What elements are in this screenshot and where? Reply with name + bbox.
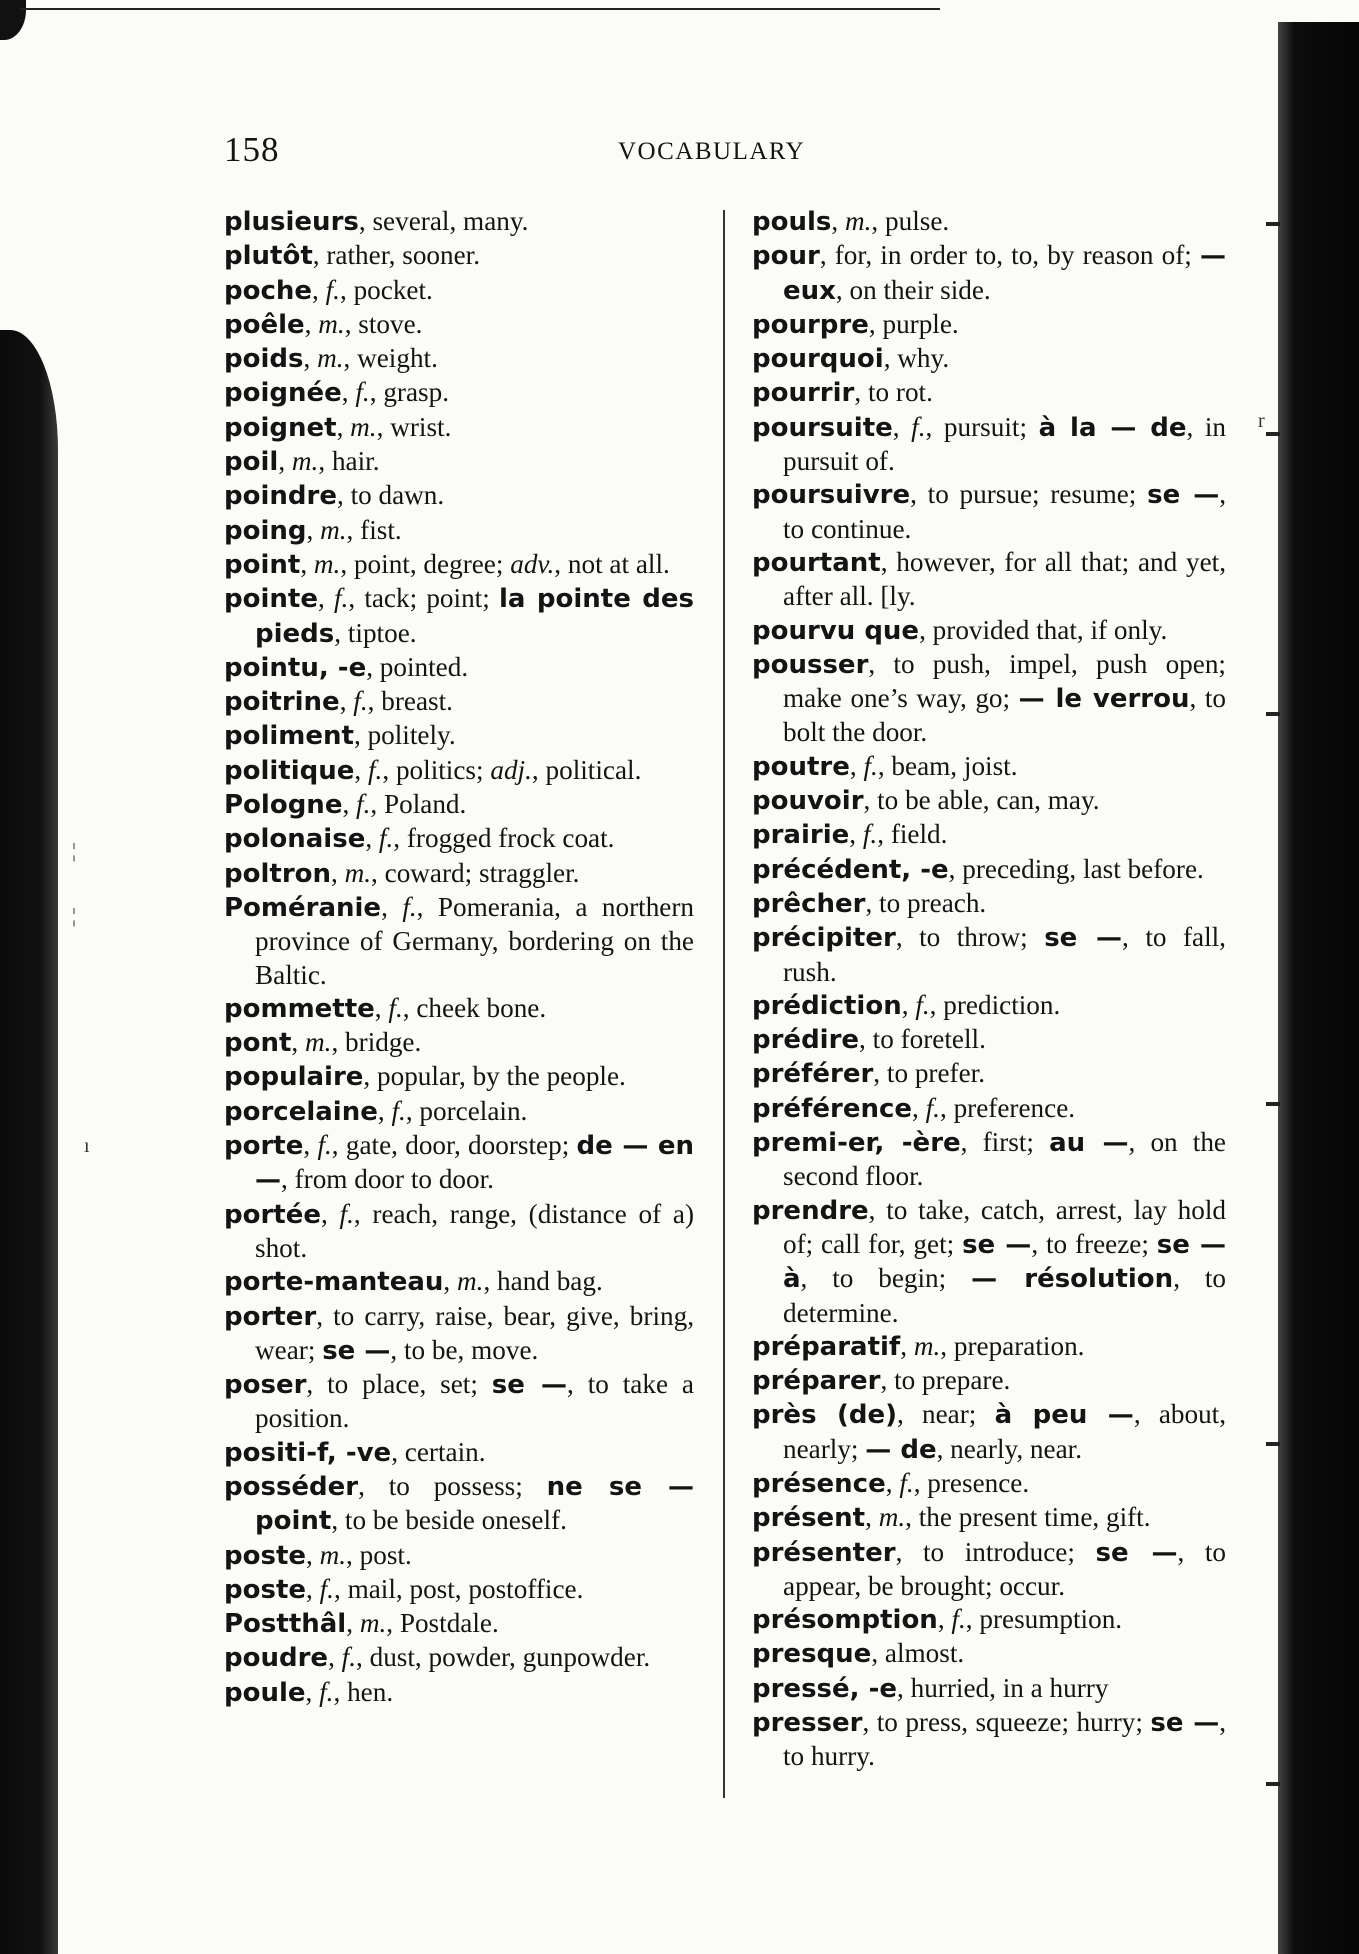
scan-shadow-right (1278, 22, 1359, 1954)
entry-headword: porcelaine (224, 1096, 378, 1127)
entry-headword: pour (752, 241, 820, 272)
entry-gender: f. (911, 411, 926, 442)
entry-headword: presque (752, 1639, 872, 1670)
entry-definition: , to foretell. (859, 1024, 986, 1055)
entry-headword: précipiter (752, 923, 896, 954)
entry-definition: , the present time, gift. (905, 1502, 1151, 1533)
entry-headword: pourrir (752, 378, 855, 409)
vocabulary-entry: poste, f., mail, post, postoffice. (224, 1573, 584, 1605)
vocabulary-entry: porcelaine, f., porcelain. (224, 1095, 528, 1127)
entry-definition: , to preach. (865, 887, 987, 918)
vocabulary-entry (224, 1436, 694, 1470)
vocabulary-entry: polonaise, f., frogged frock coat. (224, 823, 615, 855)
entry-definition: , to prefer. (873, 1058, 986, 1089)
vocabulary-entry (224, 1060, 694, 1094)
vocabulary-entry (752, 1398, 1226, 1467)
entry-definition: , to be able, can, may. (863, 785, 1100, 816)
entry-headword: poêle (224, 309, 305, 340)
vocabulary-entry: poil, m., hair. (224, 446, 380, 478)
entry-headword: préparer (752, 1366, 881, 1397)
entry-definition: , to press, squeeze; hurry; (862, 1707, 1143, 1738)
entry-definition: , why. (883, 343, 950, 374)
vocabulary-entry (224, 1368, 694, 1436)
entry-gender: m. (305, 1027, 332, 1058)
entry-headword: poule (224, 1677, 306, 1708)
entry-definition: , pocket. (339, 274, 433, 305)
entry-headword: pouls (752, 207, 832, 237)
vocabulary-entry: pont, m., bridge. (224, 1027, 422, 1059)
vocabulary-entry: Postthâl, m., Postdale. (224, 1608, 499, 1640)
vocabulary-entry: présence, f., presence. (752, 1467, 1030, 1499)
entry-definition: , nearly, near. (936, 1433, 1083, 1464)
entry-headword: portée (224, 1199, 321, 1230)
entry-gender: m. (320, 514, 347, 545)
entry-definition: , cheek bone. (402, 992, 547, 1023)
entry-definition: , popular, by the people. (363, 1061, 626, 1092)
scan-mark: r (1258, 410, 1265, 432)
entry-definition: , to prepare. (880, 1365, 1011, 1396)
entry-gender: f. (863, 750, 878, 781)
vocabulary-entry: prédiction, f., prediction. (752, 989, 1061, 1021)
vocabulary-entry: poids, m., weight. (224, 343, 438, 375)
left-column (224, 205, 694, 1710)
entry-gender: f. (319, 1676, 334, 1707)
vocabulary-entry: point, m., point, degree; adv., not at all. (224, 548, 670, 580)
entry-headword: précédent (752, 854, 902, 885)
entry-definition: , hen. (333, 1676, 394, 1707)
entry-headword: porte (224, 1131, 304, 1162)
vocabulary-entry: préférence, f., preference. (752, 1092, 1076, 1124)
page-number: 158 (224, 130, 280, 169)
entry-phrase: — de (865, 1434, 937, 1465)
vocabulary-entry: poursuite, f., pursuit; à la — de, in pursuit of. (752, 411, 1227, 477)
vocabulary-entry: porte-manteau, m., hand bag. (224, 1266, 603, 1298)
entry-definition: , to continue. (783, 479, 1226, 544)
entry-phrase: de — en — (255, 1131, 694, 1196)
entry-definition: , first; (960, 1127, 1034, 1158)
vocabulary-entry: poignée, f., grasp. (224, 377, 450, 409)
entry-definition: , to dawn. (336, 480, 445, 511)
vocabulary-entry (752, 1194, 1226, 1330)
entry-gender: f. (356, 789, 371, 820)
entry-definition: , post. (346, 1539, 412, 1570)
entry-gender: f. (899, 1467, 914, 1498)
vocabulary-entry: poing, m., fist. (224, 514, 402, 546)
entry-gender: f. (339, 1198, 354, 1229)
vocabulary-entry (752, 1637, 1226, 1671)
vocabulary-entry (224, 479, 694, 513)
entry-definition: , mail, post, postoffice. (333, 1573, 584, 1604)
entry-grammar-label: adj. (490, 754, 532, 785)
vocabulary-entry: poitrine, f., breast. (224, 686, 453, 718)
entry-headword: prédire (752, 1025, 860, 1056)
entry-definition: , politely. (353, 720, 456, 751)
entry-definition: , to be beside oneself. (331, 1505, 567, 1536)
entry-definition: , to pursue; resume; (910, 479, 1137, 510)
vocabulary-entry (224, 719, 694, 753)
entry-definition: , almost. (871, 1638, 965, 1669)
entry-definition: , pulse. (871, 206, 950, 236)
entry-definition: , to place, set; (306, 1369, 478, 1400)
entry-phrase: se — à (783, 1229, 1227, 1295)
entry-headword: prêcher (752, 888, 866, 919)
entry-headword: poindre (224, 481, 337, 512)
entry-definition: , to throw; (895, 922, 1028, 953)
entry-definition: , prediction. (929, 989, 1061, 1020)
entry-definition: , to determine. (783, 1263, 1227, 1328)
entry-phrase: se — (962, 1229, 1032, 1260)
vocabulary-entry (224, 1300, 694, 1369)
entry-headword: préférence (752, 1093, 913, 1124)
entry-gender: f. (402, 891, 417, 922)
entry-definition: , to freeze; (1031, 1228, 1149, 1259)
vocabulary-entry: préparatif, m., preparation. (752, 1330, 1085, 1362)
scan-mark: ¦ (72, 840, 77, 862)
entry-headword: poste (224, 1540, 307, 1571)
entry-definition: , pursuit; (925, 411, 1028, 442)
scan-shadow-left (0, 330, 58, 1954)
entry-headword: plutôt (224, 241, 313, 272)
running-head: VOCABULARY (618, 138, 806, 165)
vocabulary-entry (752, 921, 1226, 989)
entry-headword: poutre (752, 751, 850, 782)
entry-headword: porter (224, 1301, 317, 1332)
entry-definition: , preparation. (940, 1330, 1085, 1361)
scan-mark: ı (84, 1135, 90, 1157)
entry-phrase: au — (1049, 1128, 1129, 1159)
entry-headword: positi-f (224, 1437, 327, 1468)
entry-definition: , hair. (318, 446, 380, 477)
entry-headword: présenter (752, 1537, 896, 1568)
entry-gender: f. (378, 823, 394, 854)
vocabulary-entry (752, 1536, 1226, 1604)
entry-headword-ending: , -ve (326, 1437, 392, 1468)
entry-headword: pousser (752, 649, 869, 680)
entry-headword: Pologne (224, 790, 343, 821)
entry-definition: , politics; (382, 754, 484, 785)
entry-definition: , tack; point; (348, 583, 490, 614)
entry-definition: , weight. (343, 343, 438, 374)
scan-mark: ¦ (72, 905, 77, 927)
entry-gender: f. (319, 1573, 334, 1604)
vocabulary-entry: pouls, m., pulse. (752, 206, 950, 237)
entry-phrase: — résolution (971, 1264, 1174, 1295)
entry-gender: f. (317, 1130, 332, 1161)
entry-definition: , to begin; (800, 1263, 947, 1294)
entry-phrase: à peu — (994, 1400, 1134, 1431)
entry-gender: f. (391, 1095, 406, 1126)
entry-gender: m. (291, 446, 319, 477)
entry-definition: , hand bag. (483, 1266, 603, 1297)
vocabulary-entry: poêle, m., stove. (224, 308, 423, 340)
entry-phrase: — le verrou (1018, 684, 1190, 715)
entry-headword: populaire (224, 1062, 364, 1093)
entry-definition: , Pomerania, a northern province of Germany, bordering on the Baltic. (255, 891, 695, 990)
entry-headword: prairie (752, 820, 850, 851)
entry-headword: présence (752, 1468, 886, 1499)
entry-phrase: se — (322, 1335, 391, 1366)
entry-definition: , to possess; (358, 1470, 523, 1501)
entry-gender: f. (915, 989, 930, 1020)
entry-headword-ending: , -e (318, 652, 367, 683)
vocabulary-entry (752, 1023, 1226, 1057)
vocabulary-entry: Pologne, f., Poland. (224, 789, 467, 821)
vocabulary-entry (752, 648, 1226, 750)
scan-shadow-corner (0, 0, 26, 40)
entry-definition: , hurried, in a hurry (897, 1672, 1109, 1703)
entry-headword: plusieurs (224, 207, 359, 237)
entry-definition: , near; (897, 1399, 977, 1430)
entry-gender: f. (355, 377, 370, 408)
entry-definition: , coward; straggler. (371, 857, 580, 888)
entry-gender: m. (317, 343, 344, 374)
entry-phrase: ne se — point (255, 1471, 695, 1537)
entry-phrase: se — (1147, 480, 1220, 511)
entry-gender: f. (368, 754, 383, 785)
vocabulary-entry (752, 546, 1226, 614)
vocabulary-entry (752, 376, 1226, 410)
entry-headword: poil (224, 447, 279, 478)
entry-definition: , gate, door, doorstep; (331, 1130, 570, 1161)
entry-definition: , to introduce; (895, 1536, 1075, 1567)
entry-definition: , in pursuit of. (783, 411, 1227, 477)
entry-gender: m. (359, 1608, 387, 1639)
entry-headword: pourvu que (752, 615, 920, 646)
vocabulary-entry (752, 342, 1226, 376)
entry-phrase: se — (1095, 1537, 1178, 1568)
entry-definition: , bridge. (331, 1027, 422, 1058)
entry-headword: porte-manteau (224, 1267, 444, 1298)
entry-headword: poignet (224, 412, 337, 443)
entry-headword: poids (224, 344, 304, 375)
entry-headword: point (224, 549, 301, 580)
vocabulary-entry (752, 478, 1226, 546)
entry-definition: , purple. (868, 308, 959, 339)
column-divider (723, 210, 725, 1798)
entry-definition: , presence. (913, 1467, 1030, 1498)
entry-gender: m. (844, 206, 872, 236)
entry-definition: , on their side. (835, 274, 991, 305)
entry-definition: , to bolt the door. (783, 683, 1226, 748)
entry-definition: , Postdale. (386, 1608, 499, 1639)
entry-headword: préparatif (752, 1331, 901, 1362)
entry-headword: poudre (224, 1643, 329, 1674)
entry-definition: , for, in order to, to, by reason of; (819, 240, 1192, 271)
entry-headword: poing (224, 515, 307, 546)
entry-gender: f. (325, 274, 340, 305)
vocabulary-entry: poltron, m., coward; straggler. (224, 857, 580, 889)
entry-gender: m. (313, 548, 341, 579)
entry-definition: , certain. (391, 1436, 486, 1467)
entry-headword-ending: , -e (849, 1673, 898, 1704)
entry-definition: , to appear, be brought; occur. (783, 1536, 1226, 1601)
entry-definition: , breast. (367, 686, 453, 717)
entry-definition: , to be, move. (390, 1334, 539, 1365)
entry-definition: , porcelain. (405, 1095, 528, 1126)
entry-gender: f. (353, 686, 368, 717)
vocabulary-entry (224, 239, 694, 273)
entry-headword: Postthâl (224, 1609, 347, 1640)
entry-gender: m. (913, 1330, 941, 1361)
entry-headword: poursuite (752, 412, 893, 443)
vocabulary-entry (752, 853, 1226, 887)
entry-headword: près (de) (752, 1400, 898, 1431)
vocabulary-entry: poche, f., pocket. (224, 274, 433, 306)
entry-definition: , tiptoe. (334, 617, 417, 648)
entry-gender: f. (862, 819, 878, 850)
entry-gender: f. (333, 583, 349, 614)
entry-phrase: — eux (783, 241, 1226, 306)
entry-phrase: se — (1044, 923, 1123, 954)
entry-definition: , preceding, last before. (948, 853, 1204, 884)
vocabulary-entry (752, 1706, 1226, 1774)
entry-definition: , stove. (344, 308, 423, 339)
entry-headword: Poméranie (224, 892, 382, 923)
entry-definition: , rather, sooner. (312, 240, 481, 271)
entry-definition: , frogged frock coat. (393, 823, 615, 854)
vocabulary-entry: poule, f., hen. (224, 1676, 394, 1708)
entry-definition: , to carry, raise, bear, give, bring, wear; (255, 1300, 694, 1365)
vocabulary-entry: poutre, f., beam, joist. (752, 750, 1018, 782)
entry-headword: politique (224, 755, 355, 786)
entry-definition: , reach, range, (distance of a) shot. (255, 1198, 695, 1263)
right-column (752, 205, 1226, 1774)
entry-headword: premi-er (752, 1128, 875, 1159)
entry-headword: présomption (752, 1605, 938, 1636)
entry-definition: , however, for all that; and yet, after all. [ly. (783, 546, 1226, 612)
vocabulary-entry (752, 308, 1226, 342)
entry-definition: , from door to door. (281, 1164, 494, 1195)
entry-headword: poltron (224, 858, 332, 889)
vocabulary-entry (752, 1364, 1226, 1398)
vocabulary-entry (752, 887, 1226, 921)
entry-headword: prendre (752, 1195, 869, 1226)
entry-definition: , fist. (346, 514, 402, 545)
entry-definition: , to rot. (854, 377, 933, 408)
entry-gender: f. (341, 1642, 357, 1673)
entry-headword: poste (224, 1574, 307, 1605)
entry-definition: , wrist. (376, 411, 452, 442)
entry-definition: , on the second floor. (783, 1127, 1227, 1192)
entry-gender: m. (318, 308, 345, 339)
entry-headword: pourpre (752, 309, 869, 340)
entry-headword: presser (752, 1708, 863, 1739)
entry-headword: pommette (224, 993, 375, 1024)
entry-headword: polonaise (224, 824, 366, 855)
entry-definition: , preference. (939, 1092, 1076, 1123)
entry-headword-ending: , -e (901, 854, 949, 885)
entry-definition: , presumption. (965, 1604, 1123, 1635)
entry-definition: , Poland. (370, 789, 467, 820)
entry-headword: poitrine (224, 687, 340, 718)
entry-definition: , to push, impel, push open; make one’s way, go; (783, 648, 1226, 714)
entry-headword-ending: , -ère (874, 1128, 961, 1159)
vocabulary-entry: poste, m., post. (224, 1539, 412, 1571)
vocabulary-entry: poudre, f., dust, powder, gunpowder. (224, 1642, 651, 1674)
entry-definition: , point, degree; (340, 548, 504, 579)
vocabulary-entry: porte, f., gate, door, doorstep; de — en —, from door to door. (224, 1130, 694, 1196)
vocabulary-entry (224, 1470, 694, 1539)
entry-headword: pointu (224, 652, 319, 683)
entry-definition: , dust, powder, gunpowder. (356, 1642, 651, 1673)
entry-definition: , field. (877, 819, 948, 850)
vocabulary-entry (224, 651, 694, 685)
entry-gender: m. (344, 857, 372, 888)
vocabulary-entry: prairie, f., field. (752, 819, 948, 851)
entry-gender: m. (457, 1266, 484, 1297)
entry-headword: poliment (224, 721, 354, 752)
entry-headword: pointe (224, 584, 318, 615)
entry-gender: f. (925, 1092, 940, 1123)
entry-gender: f. (388, 992, 403, 1023)
vocabulary-entry: portée, f., reach, range, (distance of a) shot. (224, 1198, 695, 1263)
vocabulary-entry (752, 1057, 1226, 1091)
vocabulary-entry: pointe, f., tack; point; la pointe des pieds, tiptoe. (224, 583, 695, 649)
entry-gender: m. (350, 411, 377, 442)
entry-definition: , grasp. (369, 377, 450, 408)
entry-headword: pourquoi (752, 344, 884, 375)
entry-headword: prédiction (752, 990, 902, 1021)
entry-definition: , to fall, rush. (783, 922, 1226, 987)
vocabulary-entry (752, 614, 1226, 648)
entry-definition: , beam, joist. (877, 750, 1018, 781)
entry-definition: , several, many. (358, 206, 529, 236)
vocabulary-entry: pommette, f., cheek bone. (224, 992, 547, 1024)
entry-definition: , provided that, if only. (919, 614, 1168, 645)
entry-definition: , to take a position. (255, 1369, 694, 1434)
entry-headword: posséder (224, 1471, 359, 1502)
entry-gender: f. (951, 1604, 966, 1635)
entry-definition: , political. (531, 754, 642, 785)
vocabulary-entry: politique, f., politics; adj., political. (224, 754, 642, 786)
entry-phrase: la pointe des pieds (255, 584, 695, 649)
entry-headword: préférer (752, 1059, 874, 1090)
entry-grammar-label: adv. (510, 548, 555, 579)
entry-phrase: se — (1150, 1708, 1220, 1739)
entry-gender: m. (878, 1502, 906, 1533)
vocabulary-entry (752, 1672, 1226, 1706)
entry-headword: pont (224, 1028, 292, 1059)
entry-phrase: se — (491, 1370, 568, 1401)
entry-phrase: à la — de (1038, 412, 1187, 443)
vocabulary-entry (752, 784, 1226, 818)
vocabulary-entry: présomption, f., presumption. (752, 1604, 1123, 1636)
vocabulary-entry (752, 239, 1226, 308)
entry-definition: , to take, catch, arrest, lay hold of; call for, get; (783, 1194, 1226, 1259)
vocabulary-entry (752, 1126, 1226, 1194)
vocabulary-entry (224, 205, 694, 239)
entry-headword: pouvoir (752, 786, 864, 817)
entry-gender: m. (319, 1539, 347, 1570)
vocabulary-entry: poignet, m., wrist. (224, 411, 452, 443)
entry-definition: , not at all. (554, 548, 670, 579)
entry-headword: présent (752, 1503, 866, 1534)
entry-headword: pressé (752, 1673, 850, 1704)
entry-headword: poignée (224, 378, 342, 409)
entry-headword: poche (224, 275, 313, 306)
scan-top-rule (20, 8, 940, 10)
entry-headword: poursuivre (752, 480, 911, 511)
entry-headword: poser (224, 1370, 307, 1401)
vocabulary-entry: Poméranie, f., Pomerania, a northern province of Germany, bordering on the Baltic. (224, 891, 695, 990)
entry-definition: , about, nearly; (783, 1399, 1227, 1464)
entry-definition: , to hurry. (783, 1707, 1226, 1772)
entry-headword: pourtant (752, 547, 881, 578)
vocabulary-entry: présent, m., the present time, gift. (752, 1502, 1151, 1534)
entry-definition: , pointed. (366, 651, 469, 682)
